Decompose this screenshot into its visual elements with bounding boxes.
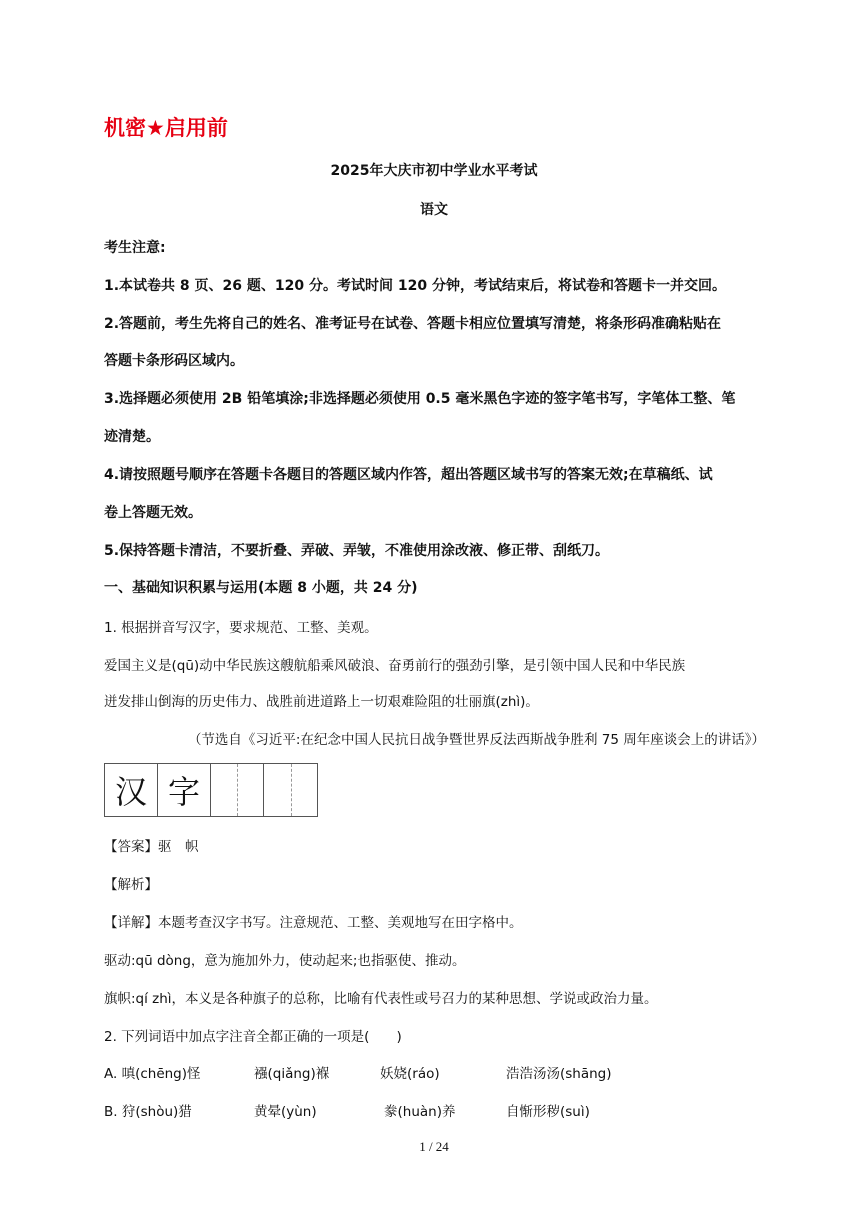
option-a-word-2: 襁(qiǎng)褓 xyxy=(254,1066,330,1082)
grid-cell: 字 xyxy=(158,764,211,816)
q1-passage-line-2: 迸发排山倒海的历史伟力、战胜前进道路上一切艰难险阻的壮丽旗(zhì)。 xyxy=(104,694,539,710)
notice-item-4: 4.请按照题号顺序在答题卡各题目的答题区域内作答，超出答题区域书写的答案无效;在草稿纸、试 xyxy=(104,467,713,483)
option-b-word-2: 黄晕(yùn) xyxy=(254,1104,317,1120)
notice-item-3: 3.选择题必须使用 2B 铅笔填涂;非选择题必须使用 0.5 毫米黑色字迹的签字笔书写，字笔体工整、笔 xyxy=(104,391,736,407)
notice-item-4-cont: 卷上答题无效。 xyxy=(104,505,202,521)
q1-analysis-label: 【解析】 xyxy=(104,877,158,893)
q1-passage-line-1: 爱国主义是(qū)动中华民族这艘航船乘风破浪、奋勇前行的强劲引擎，是引领中国人民和中华民族 xyxy=(104,658,686,674)
notice-heading: 考生注意: xyxy=(104,240,166,256)
grid-cell xyxy=(264,764,317,816)
page-number: 1 / 24 xyxy=(419,1139,449,1154)
option-a-word-3: 妖娆(ráo) xyxy=(380,1066,440,1082)
option-b-word-3: 豢(huàn)养 xyxy=(384,1104,456,1120)
q1-explain-2: 旗帜:qí zhì，本义是各种旗子的总称，比喻有代表性或号召力的某种思想、学说或政治力量。 xyxy=(104,991,658,1007)
notice-item-1: 1.本试卷共 8 页、26 题、120 分。考试时间 120 分钟，考试结束后，将试卷和答题卡一并交回。 xyxy=(104,278,726,294)
option-a-word-1: A. 嗔(chēng)怪 xyxy=(104,1066,201,1082)
notice-item-5: 5.保持答题卡清洁，不要折叠、弄破、弄皱，不准使用涂改液、修正带、刮纸刀。 xyxy=(104,543,610,559)
exam-title: 2025年大庆市初中学业水平考试 xyxy=(330,163,538,179)
q1-explain-1: 驱动:qū dòng，意为施加外力，使动起来;也指驱使、推动。 xyxy=(104,953,466,969)
grid-cell xyxy=(211,764,264,816)
subject-title: 语文 xyxy=(420,202,448,218)
q2-stem: 2. 下列词语中加点字注音全都正确的一项是( ) xyxy=(104,1029,402,1045)
option-b-word-4: 自惭形秽(suì) xyxy=(506,1104,590,1120)
q1-stem: 1. 根据拼音写汉字，要求规范、工整、美观。 xyxy=(104,620,378,636)
tianzige-grid xyxy=(104,763,318,817)
q1-detail: 【详解】本题考查汉字书写。注意规范、工整、美观地写在田字格中。 xyxy=(104,915,523,931)
grid-cell: 汉 xyxy=(105,764,158,816)
option-a-word-4: 浩浩汤汤(shāng) xyxy=(506,1066,612,1082)
q1-source: （节选自《习近平:在纪念中国人民抗日战争暨世界反法西斯战争胜利 75 周年座谈会上的讲话》） xyxy=(187,732,765,748)
notice-item-3-cont: 迹清楚。 xyxy=(104,429,160,445)
notice-item-2-cont: 答题卡条形码区域内。 xyxy=(104,353,244,369)
option-b-word-1: B. 狩(shòu)猎 xyxy=(104,1104,192,1120)
secret-mark: 机密★启用前 xyxy=(104,116,228,140)
notice-item-2: 2.答题前，考生先将自己的姓名、准考证号在试卷、答题卡相应位置填写清楚，将条形码准确粘贴在 xyxy=(104,316,722,332)
q1-answer: 【答案】驱 帜 xyxy=(104,839,199,855)
section-heading: 一、基础知识积累与运用(本题 8 小题，共 24 分) xyxy=(104,580,418,596)
